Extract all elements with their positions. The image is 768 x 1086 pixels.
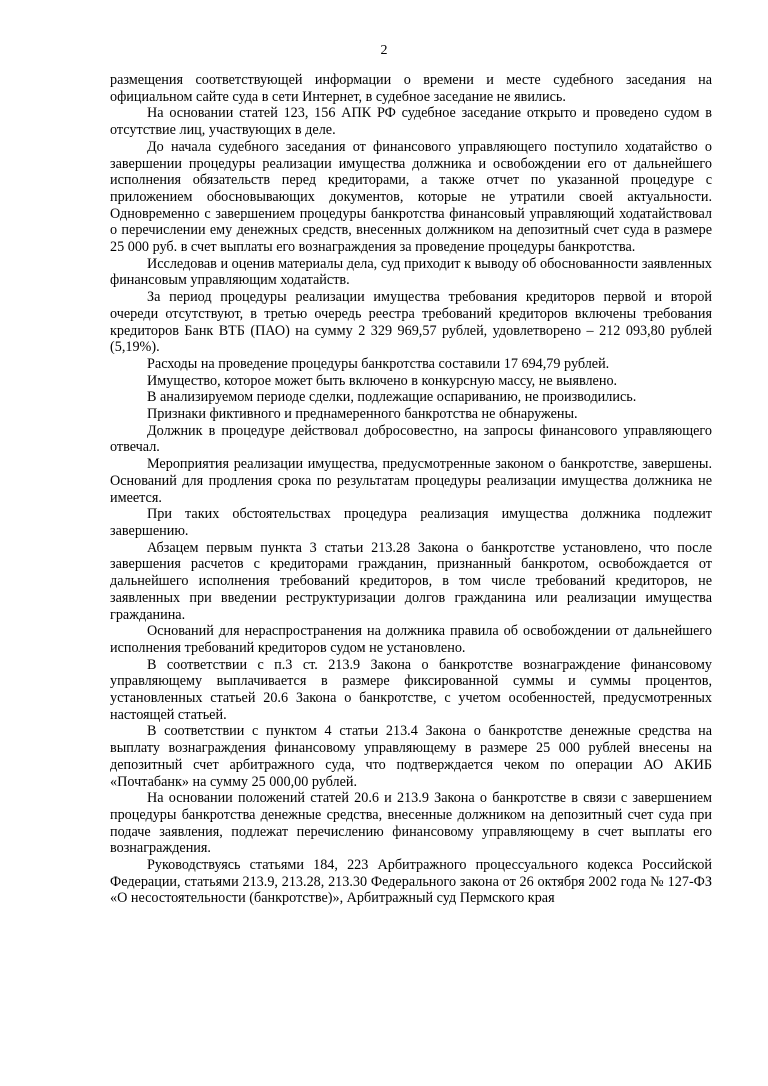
- paragraph: При таких обстоятельствах процедура реализация имущества должника подлежит завершению.: [110, 506, 712, 539]
- document-body: [110, 72, 712, 907]
- paragraph: Мероприятия реализации имущества, предусмотренные законом о банкротстве, завершены. Оснований для продления срока по результатам процедуры реализации имущества должника не имеется.: [110, 456, 712, 506]
- paragraph: Должник в процедуре действовал добросовестно, на запросы финансового управляющего отвечал.: [110, 422, 712, 456]
- paragraph: Оснований для нераспространения на должника правила об освобождении от дальнейшего исполнения требований кредиторов судом не установлено.: [110, 623, 712, 656]
- page-number: 2: [380, 43, 388, 58]
- paragraph: В соответствии с п.3 ст. 213.9 Закона о банкротстве вознаграждение финансовому управляющему выплачивается в размере фиксированной суммы и суммы процентов, установленных статьей 20.6 Закона о банкротстве, с учетом особенностей, предусмотренных настоящей статьей.: [110, 656, 712, 723]
- paragraph: В анализируемом периоде сделки, подлежащие оспариванию, не производились.: [147, 389, 637, 406]
- paragraph: Исследовав и оценив материалы дела, суд приходит к выводу об обоснованности заявленных финансовым управляющим ходатайств.: [110, 255, 712, 289]
- paragraph: На основании статей 123, 156 АПК РФ судебное заседание открыто и проведено судом в отсутствие лиц, участвующих в деле.: [110, 105, 712, 139]
- paragraph: На основании положений статей 20.6 и 213.9 Закона о банкротстве в связи с завершением процедуры банкротства денежные средства, внесенные должником на депозитный счет суда при подаче заявления, подлежат перечислению финансовому управляющему в счет выплаты его вознаграждения.: [110, 790, 712, 857]
- paragraph: В соответствии с пунктом 4 статьи 213.4 Закона о банкротстве денежные средства на выплату вознаграждения финансовому управляющему в размере 25 000 рублей внесены на депозитный счет арбитражного суда, что подтверждается чеком по операции АО АКИБ «Почтабанк» на сумму 25 000,00 рублей.: [110, 723, 712, 790]
- paragraph: Абзацем первым пункта 3 статьи 213.28 Закона о банкротстве установлено, что после завершения расчетов с кредиторами гражданин, признанный банкротом, освобождается от дальнейшего исполнения требований кредиторов, в том числе требований кредиторов, не заявленных при введении реструктуризации долгов гражданина или реализации имущества гражданина.: [110, 539, 712, 623]
- paragraph: За период процедуры реализации имущества требования кредиторов первой и второй очереди отсутствуют, в третью очередь реестра требований кредиторов включены требования кредиторов Банк ВТБ (ПАО) на сумму 2 329 969,57 рублей, удовлетворено – 212 093,80 рублей (5,19%).: [110, 289, 712, 356]
- paragraph: Признаки фиктивного и преднамеренного банкротства не обнаружены.: [147, 406, 578, 423]
- paragraph-continuation: размещения соответствующей информации о времени и месте судебного заседания на официальном сайте суда в сети Интернет, в судебное заседание не явились.: [110, 72, 712, 105]
- paragraph: Руководствуясь статьями 184, 223 Арбитражного процессуального кодекса Российской Федерации, статьями 213.9, 213.28, 213.30 Федерального закона от 26 октября 2002 года № 127-ФЗ «О несостоятельности (банкротстве)», Арбитражный суд Пермского края: [110, 857, 712, 907]
- paragraph: До начала судебного заседания от финансового управляющего поступило ходатайство о завершении процедуры реализации имущества должника и освобождении его от дальнейшего исполнения обязательств перед кредиторами, а также отчет по указанной процедуре с приложением обосновывающих документов, которые не утратили своей актуальности. Одновременно с завершением процедуры банкротства финансовый управляющий ходатайствовал о перечислении ему денежных средств, внесенных должником на депозитный счет суда в размере 25 000 руб. в счет выплаты его вознаграждения за проведение процедуры банкротства.: [110, 138, 712, 256]
- paragraph: Имущество, которое может быть включено в конкурсную массу, не выявлено.: [147, 372, 618, 389]
- paragraph: Расходы на проведение процедуры банкротства составили 17 694,79 рублей.: [147, 355, 610, 372]
